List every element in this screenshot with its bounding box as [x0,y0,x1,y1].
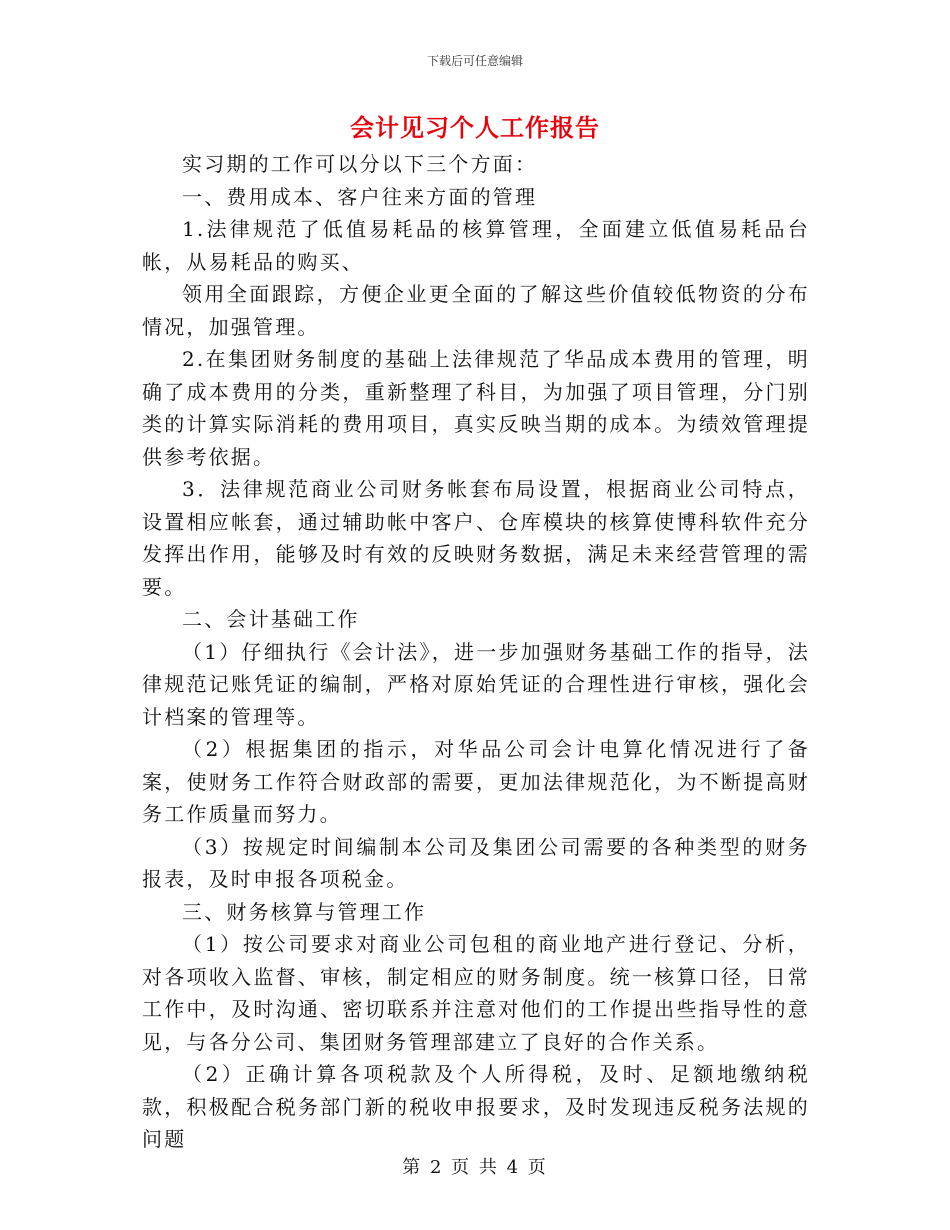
paragraph: 1.法律规范了低值易耗品的核算管理，全面建立低值易耗品台帐，从易耗品的购买、 [142,217,810,274]
paragraph: 领用全面跟踪，方便企业更全面的了解这些价值较低物资的分布情况，加强管理。 [142,282,810,339]
paragraph: （2）根据集团的指示，对华品公司会计电算化情况进行了备案，使财务工作符合财政部的需要，更加法律规范化，为不断提高财务工作质量而努力。 [142,737,810,826]
section-heading: 二、会计基础工作 [182,607,360,631]
page-number-footer: 第 2 页 共 4 页 [402,1157,548,1178]
paragraph: （1）按公司要求对商业公司包租的商业地产进行登记、分析，对各项收入监督、审核，制定相应的财务制度。统一核算口径，日常工作中，及时沟通、密切联系并注意对他们的工作提出些指导性的意见，与各分公司、集团财务管理部建立了良好的合作关系。 [142,932,810,1054]
paragraph: 实习期的工作可以分以下三个方面： [182,152,538,176]
paragraph: 2.在集团财务制度的基础上法律规范了华品成本费用的管理，明确了成本费用的分类，重新整理了科目，为加强了项目管理，分门别类的计算实际消耗的费用项目，真实反映当期的成本。为绩效管理提供参考依据。 [142,347,810,469]
paragraph: （3）按规定时间编制本公司及集团公司需要的各种类型的财务报表，及时申报各项税金。 [142,834,810,891]
section-heading: 三、财务核算与管理工作 [182,899,427,924]
document-body [142,148,810,1156]
section-heading: 一、费用成本、客户往来方面的管理 [182,184,538,209]
paragraph: （2）正确计算各项税款及个人所得税，及时、足额地缴纳税款，积极配合税务部门新的税收申报要求，及时发现违反税务法规的问题 [142,1062,810,1151]
paragraph: 3．法律规范商业公司财务帐套布局设置，根据商业公司特点，设置相应帐套，通过辅助帐中客户、仓库模块的核算使博科软件充分发挥出作用，能够及时有效的反映财务数据，满足未来经营管理的需要。 [142,477,810,599]
document-title: 会计见习个人工作报告 [350,113,600,142]
page-header-note: 下载后可任意编辑 [426,54,523,68]
paragraph: （1）仔细执行《会计法》，进一步加强财务基础工作的指导，法律规范记账凭证的编制，严格对原始凭证的合理性进行审核，强化会计档案的管理等。 [142,639,810,729]
